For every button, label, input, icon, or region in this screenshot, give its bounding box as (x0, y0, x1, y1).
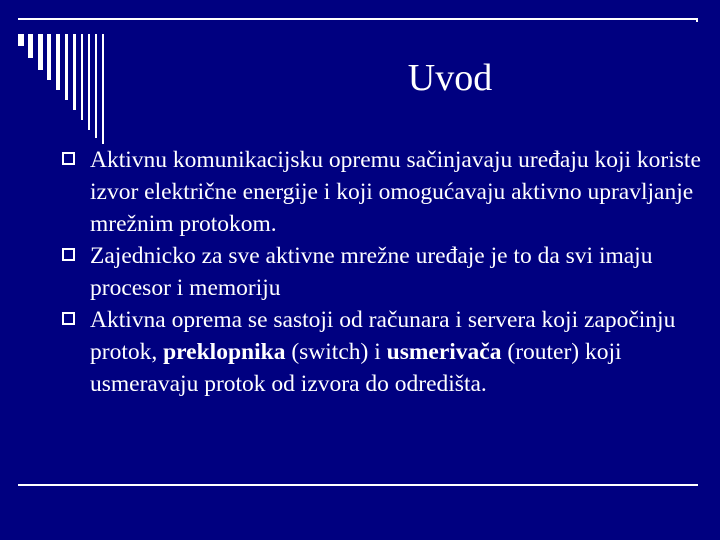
bullet-list (62, 144, 702, 400)
bullet-item (62, 304, 702, 400)
decor-bar (73, 34, 76, 110)
bullet-item (62, 240, 702, 304)
decor-bar (18, 34, 24, 46)
decor-bar (28, 34, 33, 58)
top-rule-tick (696, 18, 698, 22)
bullet-text-part: (router) koji usmeravaju protok od izvora do odredišta. (90, 339, 622, 397)
bullet-text: Aktivnu komunikacijsku opremu sačinjavaju uređaju koji koriste izvor električne energije i koji omogućavaju aktivno upravljanje mrežnim protokom. (90, 147, 701, 237)
slide-title: Uvod (407, 57, 493, 99)
decor-bar (38, 34, 43, 70)
decor-bar (65, 34, 68, 100)
hollow-square-bullet-icon (62, 248, 75, 261)
bullet-text-part: Aktivna oprema se sastoji od računara i servera koji započinju protok, (90, 307, 676, 365)
hollow-square-bullet-icon (62, 312, 75, 325)
bullet-text-part: (switch) i (285, 339, 387, 365)
bold-term-router: usmerivača (386, 339, 502, 365)
decor-bar (88, 34, 90, 130)
bold-term-switch: preklopnika (163, 339, 286, 365)
bullet-text: Zajednicko za sve aktivne mrežne uređaje je to da svi imaju procesor i memoriju (90, 243, 653, 301)
decor-bar (95, 34, 97, 138)
hollow-square-bullet-icon (62, 152, 75, 165)
bottom-rule (18, 484, 698, 486)
top-rule (18, 18, 698, 20)
decor-bar (47, 34, 51, 80)
decor-bar (56, 34, 60, 90)
decor-bar (102, 34, 104, 144)
decor-bar (81, 34, 83, 120)
bullet-item (62, 144, 702, 240)
